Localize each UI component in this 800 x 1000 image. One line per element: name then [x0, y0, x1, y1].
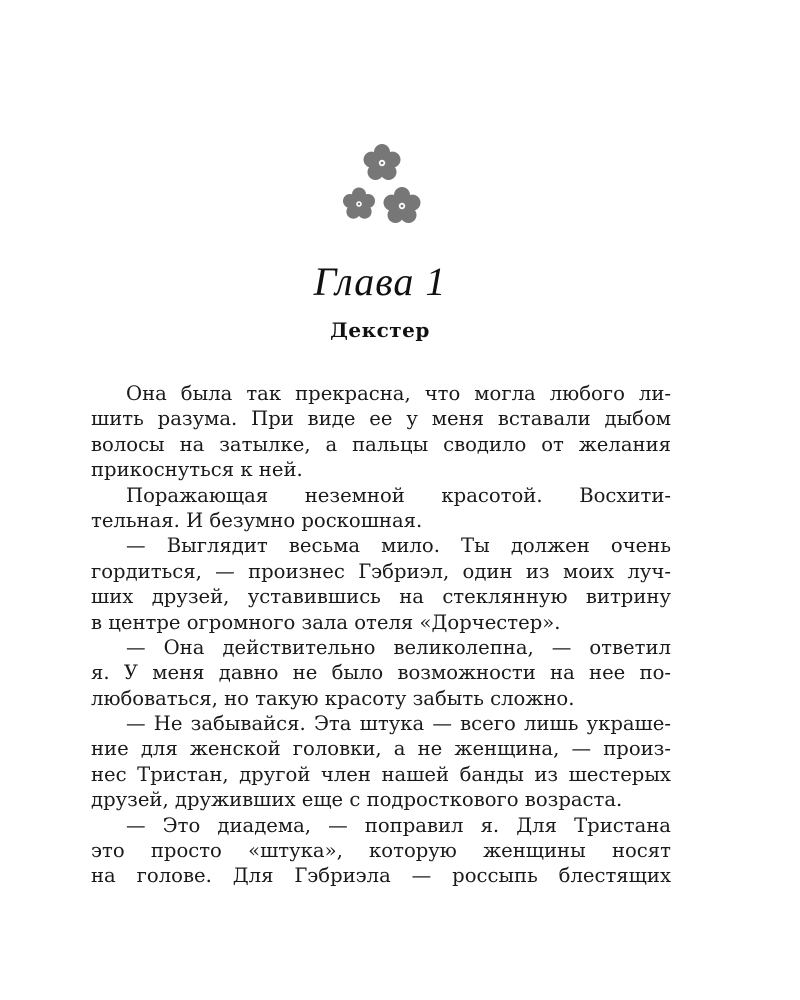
text-line: — Она действительно великолепна, — ответил: [126, 635, 671, 659]
text-line: — Не забывайся. Эта штука — всего лишь украше-: [126, 712, 671, 736]
text-line: ние для женской головки, а не женщина, — произ-: [91, 737, 671, 761]
text-line: в центре огромного зала отеля «Дорчестер».: [91, 610, 561, 634]
chapter-subtitle: Декстер: [330, 318, 430, 342]
text-line: — Это диадема, — поправил я. Для Тристана: [126, 813, 671, 837]
three-flowers-ornament-icon: [330, 138, 430, 228]
text-line: это просто «штука», которую женщины носят: [91, 839, 671, 863]
text-line: Она была так прекрасна, что могла любого ли-: [126, 382, 671, 405]
text-line: нес Тристан, другой член нашей банды из шестерых: [91, 762, 671, 786]
flower-right-icon: [384, 187, 421, 223]
text-line: я. У меня давно не было возможности на нее по-: [91, 661, 671, 685]
text-line: Поражающая неземной красотой. Восхити-: [126, 483, 671, 507]
chapter-title: Глава 1: [313, 259, 447, 304]
text-line: на голове. Для Гэбриэла — россыпь блестящих: [91, 864, 671, 888]
text-line: тельная. И безумно роскошная.: [91, 508, 423, 532]
text-line: гордиться, — произнес Гэбриэл, один из моих луч-: [91, 559, 671, 583]
flower-left-icon: [343, 188, 375, 219]
text-line: — Выглядит весьма мило. Ты должен очень: [126, 534, 671, 558]
text-line: ших друзей, уставившись на стеклянную витрину: [91, 585, 671, 609]
text-line: любоваться, но такую красоту забыть сложно.: [91, 686, 575, 710]
text-line: волосы на затылке, а пальцы сводило от желания: [91, 432, 671, 456]
text-line: шить разума. При виде ее у меня вставали дыбом: [91, 407, 671, 431]
text-line: прикоснуться к ней.: [91, 458, 303, 482]
text-line: друзей, друживших еще с подросткового возраста.: [91, 788, 623, 812]
body-text: [91, 381, 671, 889]
flower-top-icon: [364, 144, 401, 180]
